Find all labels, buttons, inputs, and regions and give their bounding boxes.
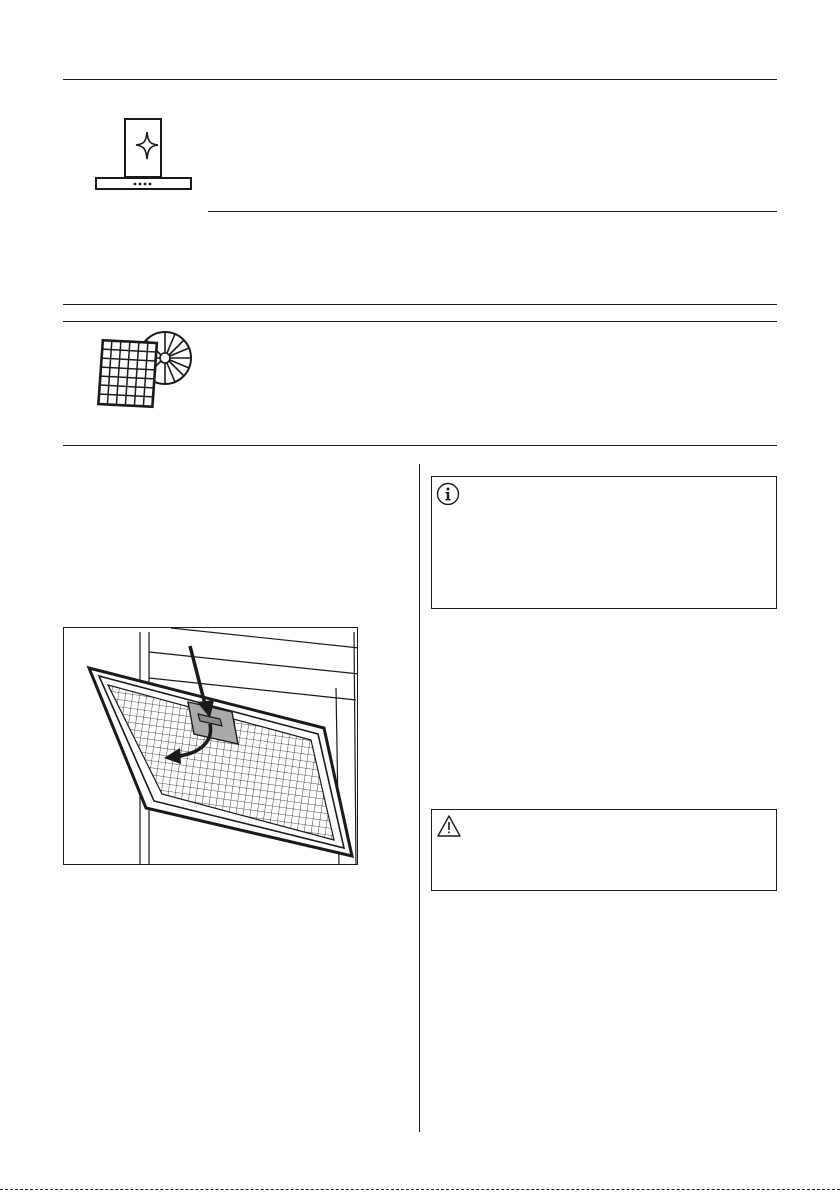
warning-icon bbox=[436, 814, 462, 838]
info-note-box bbox=[431, 476, 777, 609]
info-icon bbox=[436, 482, 460, 506]
cooker-hood-cleaning-icon bbox=[95, 115, 193, 193]
filter-section-second-rule bbox=[63, 321, 777, 322]
top-divider bbox=[63, 79, 777, 80]
filter-section-top-rule bbox=[63, 304, 777, 305]
filter-removal-illustration bbox=[63, 627, 358, 865]
filter-section-bottom-rule bbox=[63, 445, 777, 446]
grease-filter-icon bbox=[95, 330, 195, 412]
cleaning-section-divider bbox=[208, 211, 777, 212]
warning-note-box bbox=[431, 809, 777, 891]
column-separator bbox=[419, 464, 420, 1132]
page-bottom-edge bbox=[0, 1189, 840, 1190]
